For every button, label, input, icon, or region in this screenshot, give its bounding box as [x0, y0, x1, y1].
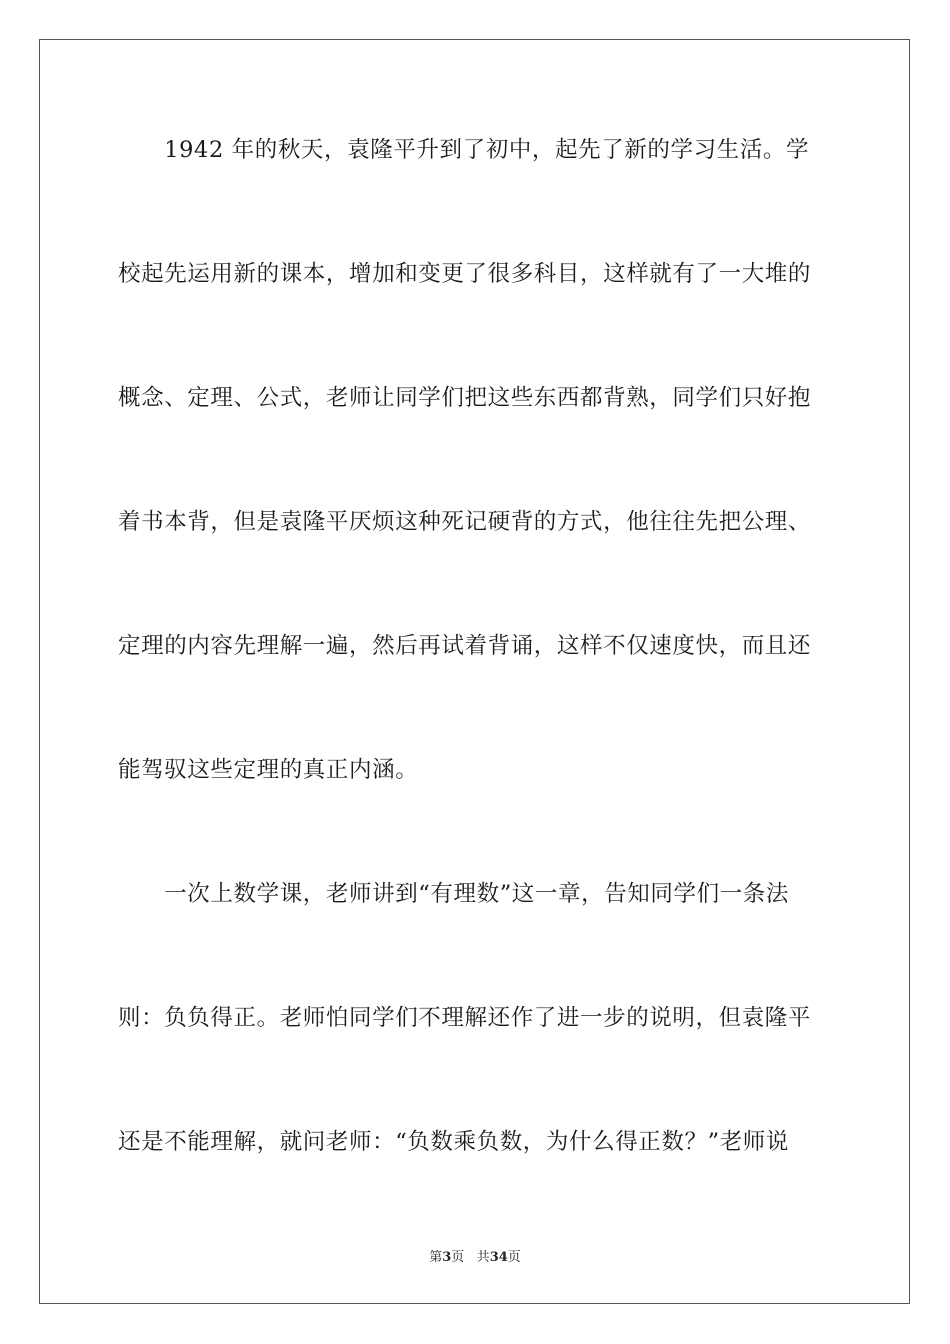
text-line: 则：负负得正。老师怕同学们不理解还作了进一步的说明，但袁隆平 — [118, 1005, 812, 1031]
page-footer — [0, 1246, 950, 1265]
text-line: 1942 年的秋天，袁隆平升到了初中，起先了新的学习生活。学 — [118, 137, 810, 163]
text-line: 能驾驭这些定理的真正内涵。 — [118, 757, 419, 783]
text-line: 定理的内容先理解一遍，然后再试着背诵，这样不仅速度快，而且还 — [118, 633, 812, 659]
text-line: 校起先运用新的课本，增加和变更了很多科目，这样就有了一大堆的 — [118, 261, 812, 287]
current-page-number: 3 — [442, 1250, 452, 1265]
text-line: 着书本背，但是袁隆平厌烦这种死记硬背的方式，他往往先把公理、 — [118, 509, 812, 535]
text-line: 一次上数学课，老师讲到“有理数”这一章，告知同学们一条法 — [118, 881, 790, 907]
page-border — [39, 39, 910, 1304]
total-label-suffix: 页 — [507, 1250, 521, 1265]
total-label-prefix: 共 — [476, 1250, 490, 1265]
total-page-count: 34 — [489, 1250, 508, 1265]
page-label-prefix: 第 — [429, 1250, 443, 1265]
page-label-suffix: 页 — [451, 1250, 465, 1265]
text-line: 概念、定理、公式，老师让同学们把这些东西都背熟，同学们只好抱 — [118, 385, 812, 411]
text-line: 还是不能理解，就问老师：“负数乘负数，为什么得正数？”老师说 — [118, 1129, 790, 1155]
